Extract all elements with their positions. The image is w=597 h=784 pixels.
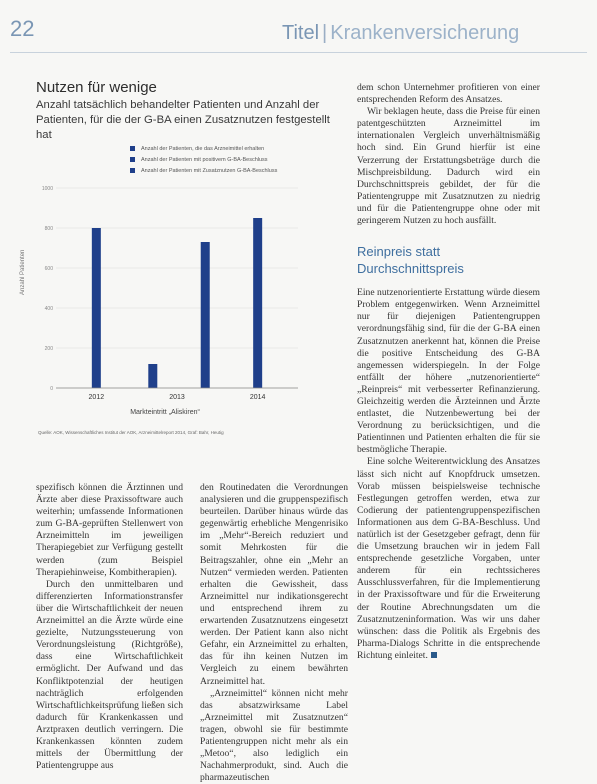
end-mark <box>431 652 437 658</box>
paragraph: dem schon Unternehmer profitieren von einer entsprechenden Reform des Ansatzes. <box>357 82 540 106</box>
bar <box>253 218 262 388</box>
x-tick-label: 2013 <box>169 394 185 401</box>
y-tick-label: 0 <box>50 386 53 392</box>
paragraph <box>357 456 540 662</box>
x-tick-label: 2014 <box>249 394 266 401</box>
paragraph: Eine nutzenorientierte Erstattung würde diesem Problem entgegenwirken. Wenn Arzneimittel nur für diejenigen Patientengruppen verordnungsfähig sind, für die der G-BA einen Zusatznutzen anerkennt hat, können die Preise die positive Entscheidung des G-BA angemessen widerspiegeln. In der Folge entfällt der höhere „nutzenorientierte“ „Reinpreis“ mit verbesserter Refinanzierung. Gleichzeitig werden die Ärzteinnen und Ärzte entlastet, die Nutzenbewertung bei der Verordnung zu berücksichtigen, und die Patientinnen und Patienten erhalten die für sie bestmögliche Therapie. <box>357 287 540 456</box>
y-axis-label: Anzahl Patienten <box>20 249 26 295</box>
paragraph: „Arzneimittel“ können nicht mehr das absatzwirksame Label „Arzneimittel mit Zusatznutzen“ tragen, obwohl sie für bestimmte Patientengruppen nicht mehr als ein „Metoo“, also lediglich ein Nachahmerprodukt, sind. Auch die pharmazeutischen <box>200 687 348 784</box>
legend-swatch <box>130 157 135 162</box>
left-column <box>36 482 183 772</box>
legend-label: Anzahl der Patienten, die das Arzneimittel erhalten <box>141 146 265 152</box>
paragraph: den Routinedaten die Verordnungen analysieren und die gruppenspezifisch beurteilen. Darüber hinaus würde das gegenwärtig erhebliche Mengenrisiko im „Mehr“-Bereich reduziert und somit Mehrkosten für die Beitragszahler, ohne ein „Mehr an Nutzen“ vermieden werden. Patienten erhalten die Gewissheit, dass Arzneimittel nur indikationsgerecht und entsprechend ihrem zu erwartenden Zusatznutzens eingesetzt werden. Der Patient kann also nicht Gefahr, ein Arzneimittel zu erhalten, das für ihn keinen Nutzen im Vergleich zu einem bewährten Arzneimittel hat. <box>200 482 348 687</box>
y-tick-label: 1000 <box>41 186 53 192</box>
x-axis-label: Markteintritt „Aliskiren“ <box>130 409 200 416</box>
legend-swatch <box>130 168 135 173</box>
bar-chart <box>36 180 316 408</box>
y-tick-label: 600 <box>44 266 53 272</box>
box-title: Nutzen für wenige <box>36 79 157 96</box>
header-rule <box>10 52 587 53</box>
legend-item <box>130 144 277 155</box>
paragraph: Durch den unmittelbaren und differenzierten Informationstransfer über die Wirtschaftlichkeit der neuen Arzneimittel an die Ärzte würde eine gezielte, Nutzungssteuerung von Verordnungsleistung (Richtgröße), dass eine Wirtschaftlichkeit ermöglicht. Der Aufwand und das Konfliktpotenzial der heutigen nachträglich erfolgenden Wirtschaftlichkeitsprüfung ließen sich dadurch für Krankenkassen und Arztpraxen deutlich verringern. Die Krankenkassen könnten zudem mittels der Übermittlung der Patientengruppe aus <box>36 578 183 772</box>
legend-item <box>130 166 277 177</box>
y-tick-label: 400 <box>44 306 53 312</box>
running-header <box>282 22 519 45</box>
middle-column <box>200 482 348 784</box>
bar <box>201 242 210 388</box>
right-column <box>357 82 540 662</box>
y-tick-label: 200 <box>44 346 53 352</box>
subsection-name: Krankenversicherung <box>330 22 520 44</box>
section-heading: Reinpreis statt Durchschnittspreis <box>357 244 464 277</box>
paragraph: Wir beklagen heute, dass die Preise für einen patentgeschützten Arzneimittel im internationalen Vergleich unverhältnismäßig hoch sind. Ein Grund hierfür ist eine Verzerrung der Erstattungsbeträge durch die Mischpreisbildung. Dadurch wird ein Durchschnittspreis gebildet, der für die Patientengruppe mit Zusatznutzen zu niedrig und für die Patientengruppe ohne oder mit geringerem Nutzen zu hoch ausfällt. <box>357 106 540 227</box>
legend-label: Anzahl der Patienten mit Zusatznutzen G-BA-Beschluss <box>141 168 278 174</box>
x-tick-label: 2012 <box>88 394 105 401</box>
chart-legend <box>130 144 277 177</box>
section-name: Titel <box>282 22 320 44</box>
y-tick-label: 800 <box>44 226 53 232</box>
header-separator: | <box>322 22 328 44</box>
paragraph-text: Eine solche Weiterentwicklung des Ansatzes lässt sich nicht auf Knopfdruck umsetzen. Vorab müssen beispielsweise technische Festlegungen getroffen werden, etwa zur Codierung der patientengruppenspezifischen Informationen aus dem G-BA-Beschluss. Und natürlich ist der Gesetzgeber gefragt, denn für die Umsetzung brauchen wir in jedem Fall entsprechende gesetzliche Vorgaben, unter anderem für ein rechtssicheres Ausschlussverfahren, für die Implementierung in der Praxissoftware und für die Erweiterung der Routine Abrechnungsdaten um die Zusatznutzeninformation. Was wir uns daher wünschen: dass die Politik als Ergebnis des Pharma-Dialogs Schritte in die entsprechende Richtung einleitet. <box>357 456 540 661</box>
box-subtitle: Anzahl tatsächlich behandelter Patienten und Anzahl der Patienten, für die der G-BA einen Zusatznutzen festgestellt hat <box>36 99 330 141</box>
legend-swatch <box>130 146 135 151</box>
paragraph: spezifisch können die Ärztinnen und Ärzte aber diese Praxissoftware auch weiterhin; umfassende Informationen zum G-BA-geprüften Stellenwert von Arzneimitteln im jeweiligen Therapiegebiet zur Verfügung gestellt werden (zum Beispiel Therapiehinweise, Kombitherapien). <box>36 482 183 578</box>
page-number: 22 <box>10 16 35 41</box>
bar <box>148 364 157 388</box>
legend-label: Anzahl der Patienten mit positivem G-BA-Beschluss <box>141 157 268 163</box>
legend-item <box>130 155 277 166</box>
bar <box>92 228 101 388</box>
chart-source: Quelle: AOK, Wissenschaftliches Institut der AOK, Arzneimittelreport 2014, Graf: Bahr, Heutig <box>38 430 224 435</box>
